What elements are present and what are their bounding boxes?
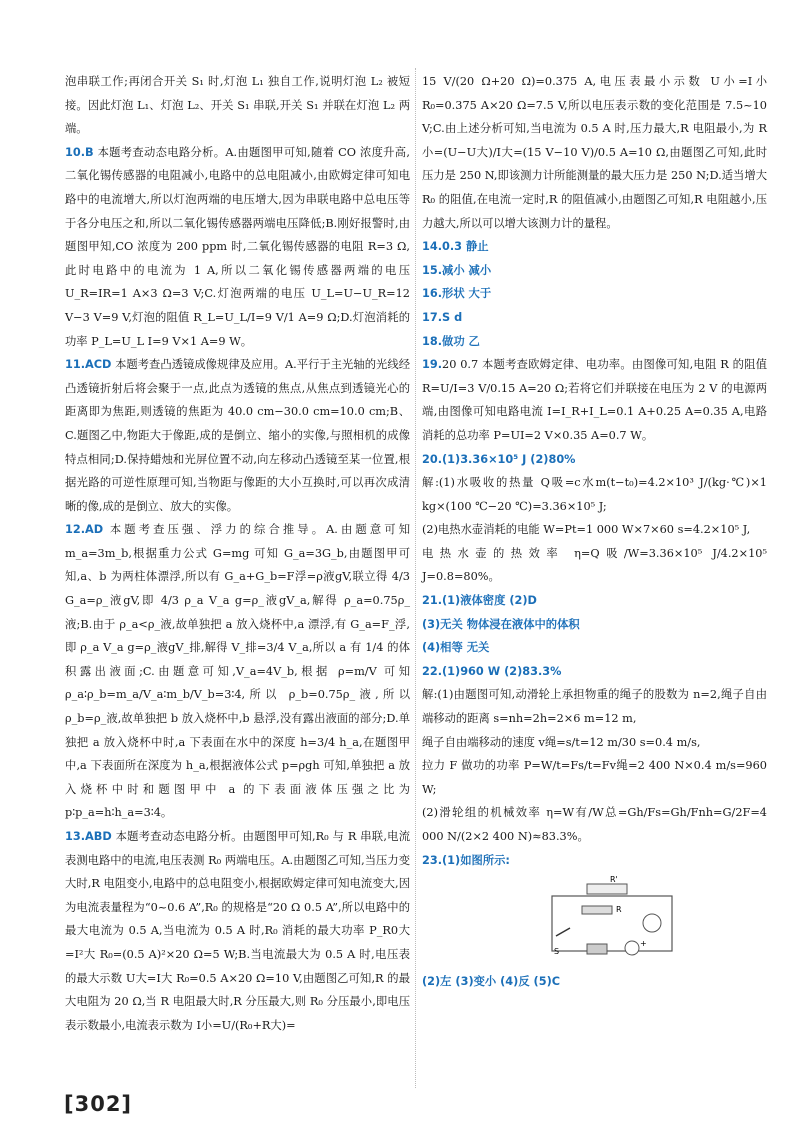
answer-15 — [422, 259, 767, 283]
meter-icon — [625, 941, 639, 955]
answer-choice: ABD — [85, 830, 112, 843]
question-number: 17. — [422, 310, 443, 324]
answer-choice: ACD — [85, 358, 112, 372]
answer-sub: (2)左 (3)变小 (4)反 (5)C — [422, 975, 561, 989]
answer-text: 0.3 静止 — [442, 240, 489, 254]
answer-text: 形状 大于 — [442, 287, 492, 301]
solution-line: 绳子自由端移动的速度 v绳=s/t=12 m/30 s=0.4 m/s, — [422, 735, 701, 749]
question-number: 14. — [422, 240, 443, 254]
solution-line: (2)电热水壶消耗的电能 W=Pt=1 000 W×7×60 s=4.2×10⁵ J, — [422, 523, 751, 537]
question-number: 19. — [422, 358, 443, 372]
solution-line: 电热水壶的热效率 η=Q吸/W=3.36×10⁵ J/4.2×10⁵ J=0.8=80%。 — [422, 546, 767, 584]
answer-text: (1)液体密度 (2)D — [442, 594, 537, 608]
label-plus: + — [640, 939, 647, 949]
question-number: 23. — [422, 853, 443, 867]
answer-paragraph: 泡串联工作;再闭合开关 S₁ 时,灯泡 L₁ 独自工作,说明灯泡 L₂ 被短接。因此灯泡 L₁、灯泡 L₂、开关 S₁ 串联,开关 S₁ 并联在灯泡 L₂ 两端。 — [65, 75, 410, 136]
question-number: 11. — [65, 358, 86, 372]
left-column — [65, 70, 410, 1037]
answer-18 — [422, 330, 767, 354]
answer-14 — [422, 235, 767, 259]
question-number: 10. — [65, 145, 86, 159]
resistor-icon — [582, 906, 612, 914]
answer-text: 本题考查凸透镜成像规律及应用。A.平行于主光轴的光线经凸透镜折射后将会聚于一点,此点为透镜的焦点,从焦点到透镜光心的距离即为焦距,则透镜的焦距为 40.0 cm−30.0 cm=10.0 cm;B、C.题图乙中,物距大于像距,成的是倒立、缩小的实像,与照相机的成像特点相同;D.保持蜡烛和光屏位置不动,向左移动凸透镜至某一位置,根据光路的可逆性原理可知,当物距与像距的大小互换时,可以再次成清晰的像,成的是倒立、放大的实像。 — [65, 358, 410, 513]
answer-sub: (3)无关 物体浸在液体中的体积 — [422, 617, 580, 631]
label-rprime: R' — [610, 876, 618, 885]
question-number: 13. — [65, 830, 86, 843]
switch-icon — [556, 928, 570, 936]
question-number: 20. — [422, 452, 443, 466]
right-column — [422, 70, 767, 994]
solution-line: 解:(1)由题图可知,动滑轮上承担物重的绳子的股数为 n=2,绳子自由端移动的距离 s=nh=2h=2×6 m=12 m, — [422, 688, 767, 726]
page-number: [302] — [64, 1092, 133, 1116]
question-number: 22. — [422, 664, 443, 678]
answer-text: 减小 减小 — [442, 263, 492, 277]
answer-text: (1)如图所示: — [442, 853, 510, 867]
answer-text: 20 0.7 本题考查欧姆定律、电功率。由图像可知,电阻 R 的阻值 R=U/I=3 V/0.15 A=20 Ω;若将它们并联接在电压为 2 V 的电源两端,由图像可知电路电流 I=I_R+I_L=0.1 A+0.25 A=0.35 A,电路消耗的总功率 P=UI=2 V×0.35 A=0.7 W。 — [422, 358, 767, 442]
answer-11 — [65, 353, 410, 518]
answer-21 — [422, 589, 767, 613]
answer-choice: B — [85, 145, 94, 159]
answer-text: 本题考查动态电路分析。由题图甲可知,R₀ 与 R 串联,电流表测电路中的电流,电压表测 R₀ 两端电压。A.由题图乙可知,当压力变大时,R 电阻变小,电路中的总电阻变小,根据欧姆定律可知电流变大,因为电流表量程为“0~0.6 A”,R₀ 的规格是“20 Ω 0.5 A”,所以电路中的最大电流为 0.5 A,当电流为 0.5 A 时,R₀ 消耗的最大功率 P_R0大=I²大 R₀=(0.5 A)²×20 Ω=5 W;B.当电流最大为 0.5 A 时,电压表的最大示数 U大=I大 R₀=0.5 A×20 Ω=10 V,由题图乙可知,R 的最大电阻为 20 Ω,当 R 电阻最大时,R 分压最大,则 R₀ 分压最小,即电压表示数最小,电流表示数为 I小=U/(R₀+R大)= — [65, 830, 411, 1032]
answer-choice: AD — [85, 523, 104, 537]
answer-19 — [422, 353, 767, 447]
column-divider — [415, 68, 416, 1088]
answer-20 — [422, 448, 767, 472]
answer-text: 本题考查动态电路分析。A.由题图甲可知,随着 CO 浓度升高,二氧化锡传感器的电阻减小,电路中的总电阻减小,由欧姆定律可知电路中的电流增大,所以灯泡两端的电压增大,因为串联电路中总电压等于各分电压之和,所以二氧化锡传感器两端电压降低;B.刚好报警时,由题图甲知,CO 浓度为 200 ppm 时,二氧化锡传感器的电阻 R=3 Ω,此时电路中的电流为 1 A,所以二氧化锡传感器两端的电压 U_R=IR=1 A×3 Ω=3 V;C.灯泡两端的电压 U_L=U−U_R=12 V−3 V=9 V,灯泡的阻值 R_L=U_L/I=9 V/1 A=9 Ω;D.灯泡消耗的功率 P_L=U_L I=9 V×1 A=9 W。 — [65, 145, 410, 348]
meter-icon — [643, 914, 661, 932]
question-number: 12. — [65, 523, 86, 537]
answer-12 — [65, 518, 410, 825]
answer-paragraph: 15 V/(20 Ω+20 Ω)=0.375 A,电压表最小示数 U小=I小 R₀=0.375 A×20 Ω=7.5 V,所以电压表示数的变化范围是 7.5~10 V;C.由上述分析可知,当电流为 0.5 A 时,压力最大,R 电阻最小,为 R小=(U−U大)/I大=(15 V−10 V)/0.5 A=10 Ω,由题图乙可知,此时压力是 250 N,即该测力计所能测量的最大压力是 250 N;D.适当增大 R₀ 的阻值,在电流一定时,R 的阻值减小,由题图乙可知,R 电阻越小,压力越大,所以可以增大该测力计的量程。 — [422, 75, 767, 230]
battery-icon — [587, 944, 607, 954]
answer-13 — [65, 825, 410, 1037]
label-s: S — [554, 947, 560, 957]
circuit-diagram — [542, 876, 682, 966]
answer-10 — [65, 141, 410, 353]
answer-23 — [422, 849, 767, 873]
question-number: 15. — [422, 263, 443, 277]
answer-22 — [422, 660, 767, 684]
answer-16 — [422, 282, 767, 306]
answer-text: 做功 乙 — [442, 334, 480, 348]
answer-text: 本题考查压强、浮力的综合推导。A.由题意可知 m_a=3m_b,根据重力公式 G=mg 可知 G_a=3G_b,由题图甲可知,a、b 为两柱体漂浮,所以有 G_a+G_b=F浮=ρ液gV,联立得 4/3 G_a=ρ_液gV,即 4/3 ρ_a V_a g=ρ_液gV_a,解得 ρ_a=0.75ρ_液;B.由于 ρ_a<ρ_液,故单独把 a 放入烧杯中,a 漂浮,有 G_a=F_浮,即 ρ_a V_a g=ρ_液gV_排,解得 V_排=3/4 V_a,所以 a 有 1/4 的体积露出液面;C.由题意可知,V_a=4V_b,根据 ρ=m/V 可知 ρ_a∶ρ_b=m_a/V_a∶m_b/V_b=3∶4,所以 ρ_b=0.75ρ_液,所以 ρ_b=ρ_液,故单独把 b 放入烧杯中,b 悬浮,没有露出液面的部分;D.单独把 a 放入烧杯中时,a 下表面在水中的深度 h=3/4 h_a,在题图甲中,a 下表面所在深度为 h_a,根据液体公式 p=ρgh 可知,单独把 a 放入烧杯中时和题图甲中 a 的下表面液体压强之比为 p∶p_a=h∶h_a=3∶4。 — [65, 523, 410, 820]
solution-line: 拉力 F 做功的功率 P=W/t=Fs/t=Fv绳=2 400 N×0.4 m/s=960 W; — [422, 759, 767, 796]
solution-line: 解:(1)水吸收的热量 Q吸=c水m(t−t₀)=4.2×10³ J/(kg·℃)×1 kg×(100 ℃−20 ℃)=3.36×10⁵ J; — [422, 476, 767, 513]
answer-text: S d — [442, 310, 463, 324]
rheostat-icon — [587, 884, 627, 894]
label-r: R — [616, 905, 622, 915]
answer-text: (1)960 W (2)83.3% — [442, 664, 562, 678]
answer-text: (1)3.36×10⁵ J (2)80% — [442, 452, 576, 466]
solution-line: (2)滑轮组的机械效率 η=W有/W总=Gh/Fs=Gh/Fnh=G/2F=4 000 N/(2×2 400 N)≈83.3%。 — [422, 806, 767, 843]
answer-sub: (4)相等 无关 — [422, 641, 490, 655]
question-number: 18. — [422, 334, 443, 348]
question-number: 16. — [422, 287, 443, 301]
question-number: 21. — [422, 594, 443, 608]
answer-17 — [422, 306, 767, 330]
